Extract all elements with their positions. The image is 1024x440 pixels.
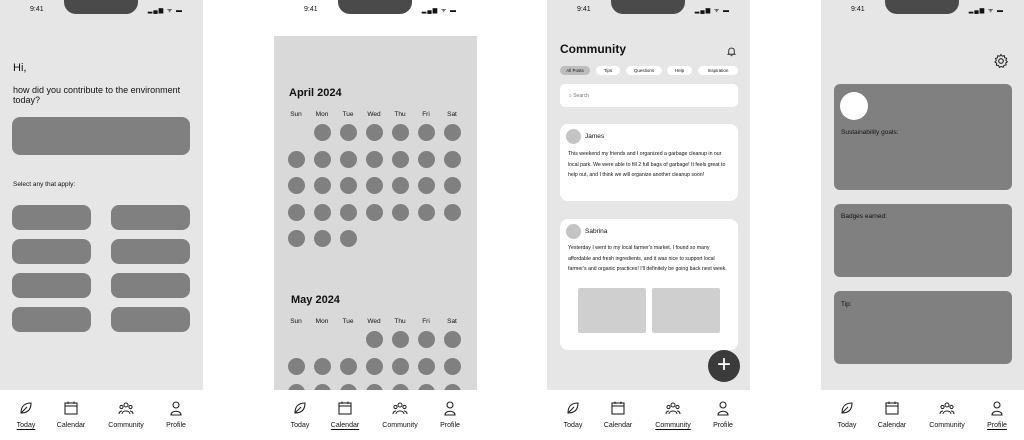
calendar-day[interactable] [288,230,305,247]
weekday-label: Thu [394,318,406,325]
calendar-day[interactable] [444,177,461,194]
weekday-label: Wed [367,318,381,325]
tab-profile[interactable]: Profile [703,400,743,429]
calendar-day[interactable] [392,124,409,141]
tab-calendar[interactable]: Calendar [51,400,91,429]
tab-community[interactable]: Community [106,400,146,429]
calendar-day[interactable] [366,177,383,194]
calendar-day[interactable] [288,384,305,390]
tab-profile[interactable]: Profile [977,400,1017,429]
leaf-icon [553,400,593,418]
card-label: Tip: [841,301,852,308]
person-icon [430,400,470,418]
status-icons: ▂▄▆ ᯤ ▬ [421,8,457,14]
calendar-day[interactable] [444,384,461,390]
calendar-day[interactable] [314,177,331,194]
calendar-day[interactable] [418,358,435,375]
calendar-day[interactable] [314,204,331,221]
tab-today[interactable]: Today [6,400,46,429]
calendar-day[interactable] [340,124,357,141]
calendar-icon [598,400,638,418]
tab-today[interactable]: Today [280,400,320,429]
weekday-label: Fri [422,318,430,325]
tab-bar [821,390,1024,440]
weekday-label: Tue [342,318,354,325]
calendar-day[interactable] [288,151,305,168]
option-button[interactable] [111,239,190,264]
calendar-day[interactable] [340,177,357,194]
post-text: This weekend my friends and I organized a garbage cleanup in our local park. We were able to fill 2 full bags of garbage! It feels great to help out, and I think we will organize another cleanup soon! [568,151,726,178]
weekday-label: Thu [394,111,406,118]
post-text: Yesterday I went to my local farmer's market. I found so many affordable and fresh ingredients, and it was nice to support local farmer's and organic practices! I'll definitely be going back next week. [568,245,727,272]
tab-profile[interactable]: Profile [430,400,470,429]
status-icons: ▂▄▆ ᯤ ▬ [694,8,730,14]
calendar-day[interactable] [366,358,383,375]
select-label: Select any that apply: [13,181,76,188]
tab-calendar[interactable]: Calendar [598,400,638,429]
option-button[interactable] [12,307,91,332]
status-icons: ▂▄▆ ᯤ ▬ [147,8,183,14]
person-icon [156,400,196,418]
calendar-day[interactable] [392,384,409,390]
leaf-icon [280,400,320,418]
tab-calendar[interactable]: Calendar [872,400,912,429]
chip-all-posts[interactable]: All Posts [560,66,590,75]
calendar-day[interactable] [392,177,409,194]
option-button[interactable] [12,205,91,230]
device-notch [64,0,138,14]
people-icon [106,400,146,418]
weekday-label: Mon [315,111,329,118]
person-icon [977,400,1017,418]
calendar-day[interactable] [366,384,383,390]
tab-today[interactable]: Today [827,400,867,429]
leaf-icon [6,400,46,418]
weekday-label: Mon [315,318,329,325]
calendar-day[interactable] [340,204,357,221]
contribution-input[interactable] [12,117,190,155]
calendar-day[interactable] [418,177,435,194]
calendar-day[interactable] [288,204,305,221]
people-icon [653,400,693,418]
calendar-day[interactable] [418,151,435,168]
device-notch [611,0,685,14]
post-image[interactable] [578,288,646,333]
option-button[interactable] [111,307,190,332]
calendar-icon [325,400,365,418]
tip-card[interactable] [834,291,1012,364]
calendar-panel [274,36,477,390]
greeting: Hi, [13,62,27,74]
calendar-day[interactable] [444,204,461,221]
calendar-icon [51,400,91,418]
device-notch [885,0,959,14]
chip-help[interactable]: Help [667,66,692,75]
bell-icon[interactable] [726,44,737,62]
status-time: 9:41 [304,6,318,13]
post-author: James [585,133,605,140]
card-label: Badges earned: [841,213,887,220]
calendar-day[interactable] [288,177,305,194]
status-time: 9:41 [851,6,865,13]
post-card[interactable] [560,219,738,350]
weekday-label: Sat [447,318,457,325]
option-button[interactable] [111,205,190,230]
option-button[interactable] [12,273,91,298]
avatar [566,129,581,144]
tab-profile[interactable]: Profile [156,400,196,429]
calendar-day[interactable] [366,124,383,141]
people-icon [927,400,967,418]
calendar-day[interactable] [340,230,357,247]
chip-inspiration[interactable]: Inspiration [698,66,738,75]
calendar-day[interactable] [418,124,435,141]
tab-community[interactable]: Community [927,400,967,429]
calendar-day[interactable] [392,358,409,375]
calendar-day[interactable] [366,331,383,348]
calendar-day[interactable] [418,204,435,221]
people-icon [380,400,420,418]
tab-bar [274,390,477,440]
leaf-icon [827,400,867,418]
calendar-day[interactable] [340,358,357,375]
post-author: Sabrina [585,228,608,235]
weekday-label: Sun [290,318,302,325]
status-time: 9:41 [30,6,44,13]
calendar-day[interactable] [314,384,331,390]
card-label: Sustainability goals: [841,129,899,136]
device-notch [338,0,412,14]
month-title: May 2024 [291,294,340,306]
calendar-day[interactable] [444,358,461,375]
calendar-day[interactable] [444,331,461,348]
post-card[interactable] [560,124,738,201]
calendar-day[interactable] [366,204,383,221]
calendar-day[interactable] [314,124,331,141]
tab-today[interactable]: Today [553,400,593,429]
weekday-label: Wed [367,111,381,118]
status-icons: ▂▄▆ ᯤ ▬ [968,8,1004,14]
calendar-day[interactable] [418,331,435,348]
weekday-label: Tue [342,111,354,118]
calendar-day[interactable] [444,124,461,141]
tab-community[interactable]: Community [380,400,420,429]
page-title: Community [560,42,626,56]
search-input[interactable] [560,84,738,107]
chip-questions[interactable]: Questions [626,66,662,75]
calendar-day[interactable] [444,151,461,168]
calendar-day[interactable] [288,358,305,375]
weekday-label: Sun [290,111,302,118]
option-button[interactable] [12,239,91,264]
question-text: how did you contribute to the environment today? [13,85,181,105]
calendar-icon [872,400,912,418]
gear-icon[interactable] [993,53,1009,74]
add-post-button[interactable]: + [708,350,740,382]
today-screen [0,0,203,440]
calendar-day[interactable] [314,230,331,247]
search-placeholder: ⌕ Search [569,93,590,99]
tab-bar [0,390,203,440]
calendar-day[interactable] [314,151,331,168]
calendar-day[interactable] [340,151,357,168]
chip-tips[interactable]: Tips [596,66,620,75]
calendar-day[interactable] [392,331,409,348]
option-button[interactable] [111,273,190,298]
weekday-label: Fri [422,111,430,118]
month-title: April 2024 [289,87,342,99]
profile-avatar[interactable] [840,92,868,120]
calendar-day[interactable] [392,151,409,168]
tab-bar [547,390,750,440]
weekday-label: Sat [447,111,457,118]
tab-calendar[interactable]: Calendar [325,400,365,429]
calendar-day[interactable] [366,151,383,168]
calendar-day[interactable] [314,358,331,375]
status-time: 9:41 [577,6,591,13]
avatar [566,224,581,239]
person-icon [703,400,743,418]
calendar-day[interactable] [392,204,409,221]
tab-community[interactable]: Community [653,400,693,429]
post-image[interactable] [652,288,720,333]
calendar-day[interactable] [340,384,357,390]
badges-card[interactable] [834,204,1012,277]
calendar-day[interactable] [418,384,435,390]
